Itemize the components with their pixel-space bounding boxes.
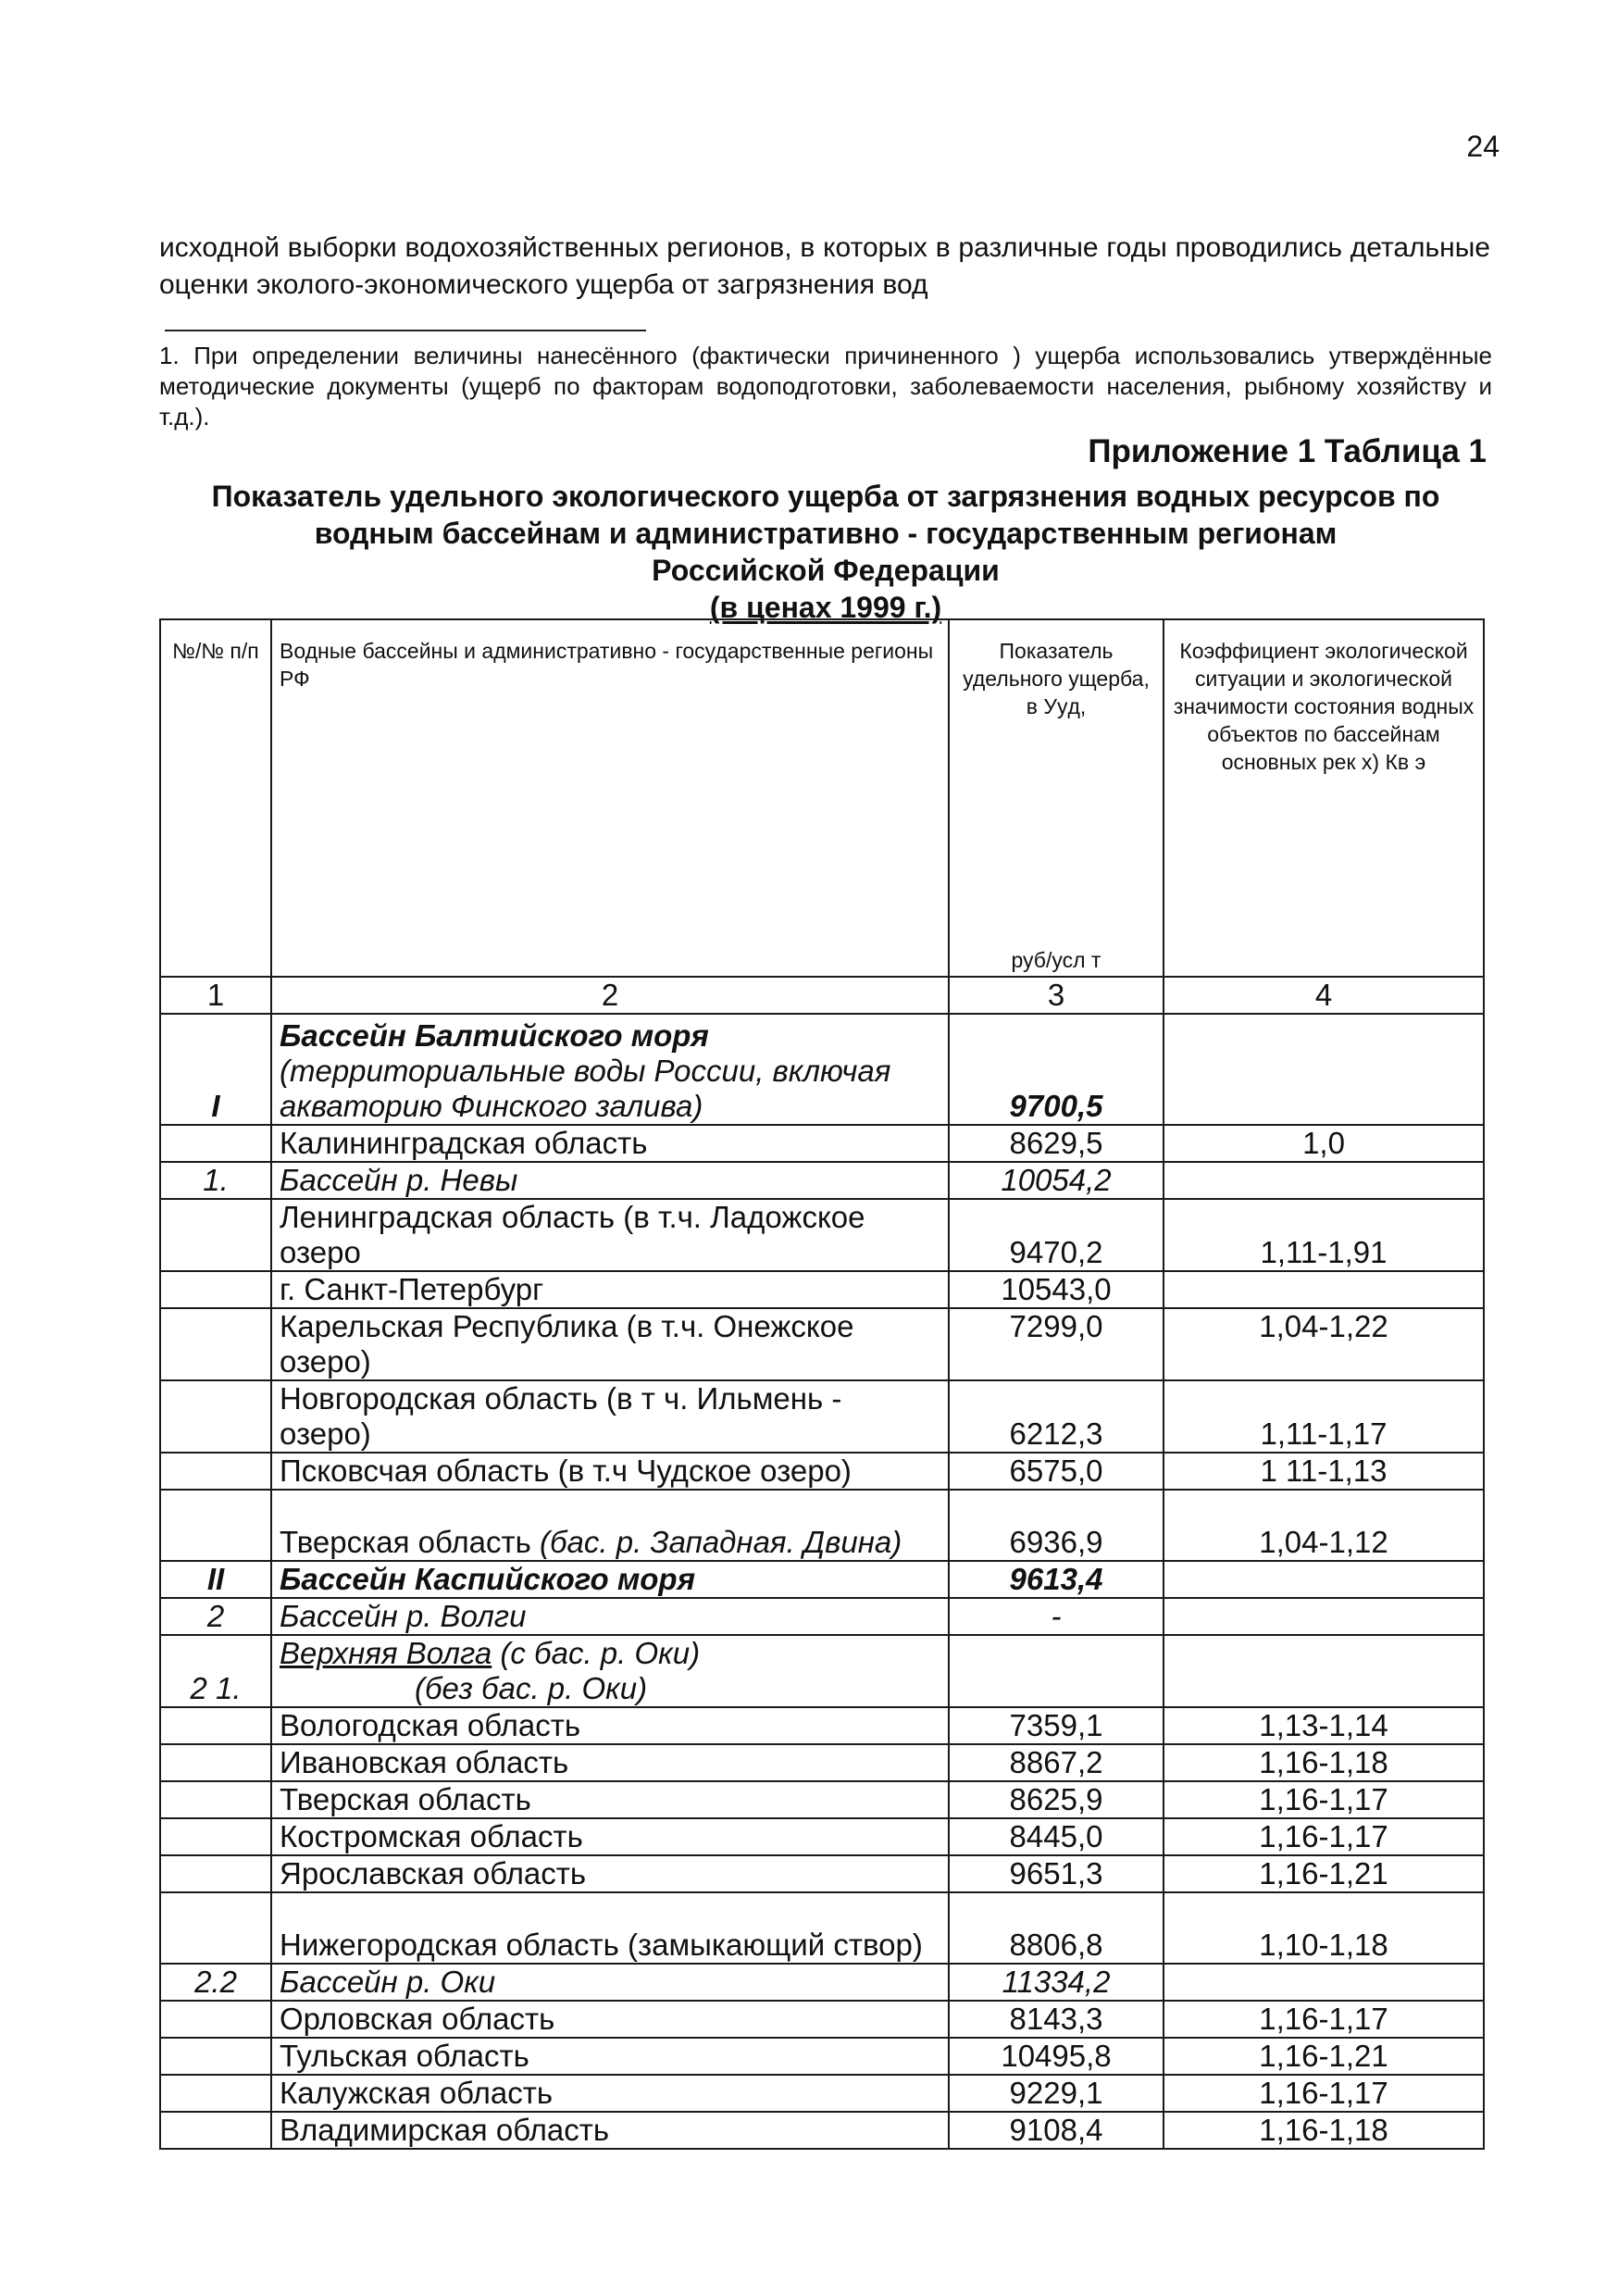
row-region-name: [271, 2038, 949, 2075]
row-damage-value: 9229,1: [949, 2075, 1164, 2112]
table-row: [160, 1453, 1484, 1490]
row-region-name: [271, 1561, 949, 1598]
region-name-note: (с бас. р. Оки): [500, 1636, 701, 1670]
region-name: Карельская Республика (в т.ч. Онежское озеро): [280, 1309, 854, 1379]
row-damage-value: 9613,4: [949, 1561, 1164, 1598]
table-row: [160, 1818, 1484, 1855]
row-damage-value: 10543,0: [949, 1271, 1164, 1308]
row-number: [160, 1125, 271, 1162]
table-row: [160, 1308, 1484, 1380]
row-coefficient: [1164, 1271, 1484, 1308]
row-damage-value: 8629,5: [949, 1125, 1164, 1162]
header-col-damage: [949, 619, 1164, 977]
region-name: Калининградская область: [280, 1126, 648, 1160]
row-number: [160, 2038, 271, 2075]
row-damage-value: 7299,0: [949, 1308, 1164, 1380]
row-number: II: [160, 1561, 271, 1598]
row-coefficient: 1,16-1,17: [1164, 1818, 1484, 1855]
table-row: [160, 2001, 1484, 2038]
row-region-name: [271, 1162, 949, 1199]
table-row: [160, 1125, 1484, 1162]
row-number: [160, 1892, 271, 1964]
row-region-name: [271, 1490, 949, 1561]
row-number: [160, 1380, 271, 1453]
table-row: [160, 1707, 1484, 1744]
table-row: [160, 1380, 1484, 1453]
row-damage-value: 11334,2: [949, 1964, 1164, 2001]
row-region-name: [271, 2075, 949, 2112]
region-name: Бассейн р. Волги: [280, 1599, 527, 1633]
row-coefficient: 1 11-1,13: [1164, 1453, 1484, 1490]
region-name: Тверская область: [280, 1525, 531, 1559]
header-row: [160, 619, 1484, 977]
row-damage-value: 7359,1: [949, 1707, 1164, 1744]
table-row: [160, 1162, 1484, 1199]
row-coefficient: 1,16-1,17: [1164, 2075, 1484, 2112]
row-coefficient: [1164, 1964, 1484, 2001]
row-number: [160, 1453, 271, 1490]
table-row: [160, 2038, 1484, 2075]
region-name-note: (территориальные воды России, включая акваторию Финского залива): [280, 1054, 891, 1123]
row-damage-value: 6936,9: [949, 1490, 1164, 1561]
table-row: [160, 1744, 1484, 1781]
region-name: Владимирская область: [280, 2113, 610, 2147]
damage-table: [159, 618, 1485, 2150]
row-coefficient: 1,16-1,18: [1164, 2112, 1484, 2149]
region-name: Верхняя Волга: [280, 1636, 492, 1670]
row-damage-value: 10495,8: [949, 2038, 1164, 2075]
row-region-name: [271, 1635, 949, 1707]
row-damage-value: 9108,4: [949, 2112, 1164, 2149]
row-region-name: [271, 1744, 949, 1781]
row-coefficient: [1164, 1561, 1484, 1598]
row-region-name: [271, 2001, 949, 2038]
title-line-4: (в ценах 1999 г.): [709, 591, 942, 624]
table-title: [159, 478, 1492, 626]
row-coefficient: 1,16-1,17: [1164, 1781, 1484, 1818]
region-name-note: (бас. р. Западная. Двина): [540, 1525, 902, 1559]
header-col-coefficient: Коэффициент экологической ситуации и экологической значимости состояния водных объектов по бассейнам основных рек х) Кв э: [1164, 619, 1484, 977]
row-number: 2: [160, 1598, 271, 1635]
row-coefficient: [1164, 1635, 1484, 1707]
row-damage-value: 8867,2: [949, 1744, 1164, 1781]
region-name: Вологодская область: [280, 1708, 581, 1742]
column-number: 3: [949, 977, 1164, 1014]
row-coefficient: 1,11-1,91: [1164, 1199, 1484, 1271]
table-row: [160, 1490, 1484, 1561]
row-region-name: [271, 1707, 949, 1744]
header-col-number: №/№ п/п: [160, 619, 271, 977]
row-damage-value: 8445,0: [949, 1818, 1164, 1855]
row-region-name: [271, 1781, 949, 1818]
region-name: Нижегородская область (замыкающий створ): [280, 1928, 923, 1962]
table-row: [160, 1855, 1484, 1892]
row-coefficient: 1,16-1,18: [1164, 1744, 1484, 1781]
row-region-name: [271, 1125, 949, 1162]
row-coefficient: [1164, 1014, 1484, 1125]
row-number: [160, 1744, 271, 1781]
row-region-name: [271, 1308, 949, 1380]
footnote-divider: [165, 330, 646, 331]
region-name: Калужская область: [280, 2076, 554, 2110]
row-region-name: [271, 1855, 949, 1892]
row-region-name: [271, 1598, 949, 1635]
row-region-name: [271, 1199, 949, 1271]
row-damage-value: 8806,8: [949, 1892, 1164, 1964]
region-name: Новгородская область (в т ч. Ильмень - озеро): [280, 1381, 842, 1451]
table-row: [160, 1635, 1484, 1707]
row-damage-value: -: [949, 1598, 1164, 1635]
title-line-3: Российской Федерации: [652, 554, 1000, 587]
row-number: [160, 1308, 271, 1380]
row-coefficient: 1,13-1,14: [1164, 1707, 1484, 1744]
row-number: I: [160, 1014, 271, 1125]
table-row: [160, 1561, 1484, 1598]
row-region-name: [271, 1964, 949, 2001]
region-name: Тверская область: [280, 1782, 531, 1816]
row-damage-value: 10054,2: [949, 1162, 1164, 1199]
page-number: 24: [1466, 130, 1500, 163]
region-name: Ивановская область: [280, 1745, 569, 1779]
column-number: 1: [160, 977, 271, 1014]
row-number: [160, 1818, 271, 1855]
row-damage-value: 8625,9: [949, 1781, 1164, 1818]
footnote: 1. При определении величины нанесённого (фактически причиненного ) ущерба использовались утверждённые методические документы (ущерб по факторам водоподготовки, заболеваемости населения, рыбному хозяйству и т.д.).: [159, 342, 1492, 430]
column-number: 2: [271, 977, 949, 1014]
row-coefficient: 1,16-1,17: [1164, 2001, 1484, 2038]
region-name: Бассейн р. Оки: [280, 1965, 496, 1999]
table-row: [160, 1781, 1484, 1818]
region-name: Орловская область: [280, 2002, 555, 2036]
row-damage-value: 8143,3: [949, 2001, 1164, 2038]
header-col-damage-unit: руб/усл т: [1011, 948, 1101, 972]
row-region-name: [271, 1453, 949, 1490]
region-name: г. Санкт-Петербург: [280, 1272, 544, 1306]
row-damage-value: 6212,3: [949, 1380, 1164, 1453]
row-damage-value: 9651,3: [949, 1855, 1164, 1892]
row-number: 2.2: [160, 1964, 271, 2001]
header-col-region: Водные бассейны и административно - государственные регионы РФ: [271, 619, 949, 977]
table-row: [160, 2075, 1484, 2112]
table-body: [160, 619, 1484, 2149]
row-damage-value: 9700,5: [949, 1014, 1164, 1125]
intro-paragraph: исходной выборки водохозяйственных регионов, в которых в различные годы проводились детальные оценки эколого-экономического ущерба от загрязнения вод: [159, 232, 1490, 300]
row-region-name: [271, 2112, 949, 2149]
row-region-name: [271, 1818, 949, 1855]
row-region-name: [271, 1271, 949, 1308]
title-line-2: водным бассейнам и административно - государственным регионам: [314, 517, 1338, 550]
row-number: [160, 1271, 271, 1308]
row-coefficient: 1,11-1,17: [1164, 1380, 1484, 1453]
row-number: 2 1.: [160, 1635, 271, 1707]
region-name: Ленинградская область (в т.ч. Ладожское озеро: [280, 1200, 865, 1269]
table-row: [160, 1964, 1484, 2001]
region-name: Бассейн р. Невы: [280, 1163, 518, 1197]
region-name: Тульская область: [280, 2039, 529, 2073]
row-damage-value: 9470,2: [949, 1199, 1164, 1271]
table-row: [160, 1199, 1484, 1271]
row-coefficient: [1164, 1598, 1484, 1635]
row-region-name: [271, 1892, 949, 1964]
column-number-row: [160, 977, 1484, 1014]
row-coefficient: 1,10-1,18: [1164, 1892, 1484, 1964]
row-coefficient: 1,04-1,12: [1164, 1490, 1484, 1561]
row-number: [160, 1199, 271, 1271]
table-row: [160, 1014, 1484, 1125]
row-region-name: [271, 1014, 949, 1125]
title-line-1: Показатель удельного экологического ущерба от загрязнения водных ресурсов по: [211, 480, 1440, 513]
region-name: Псковсчая область (в т.ч Чудское озеро): [280, 1454, 852, 1488]
row-coefficient: [1164, 1162, 1484, 1199]
column-number: 4: [1164, 977, 1484, 1014]
row-coefficient: 1,16-1,21: [1164, 1855, 1484, 1892]
region-name: Бассейн Каспийского моря: [280, 1562, 696, 1596]
row-coefficient: 1,0: [1164, 1125, 1484, 1162]
table-row: [160, 2112, 1484, 2149]
row-number: [160, 1855, 271, 1892]
row-number: [160, 2001, 271, 2038]
row-coefficient: 1,16-1,21: [1164, 2038, 1484, 2075]
row-number: 1.: [160, 1162, 271, 1199]
row-number: [160, 1490, 271, 1561]
region-name: Ярославская область: [280, 1856, 587, 1890]
region-name: Костромская область: [280, 1819, 583, 1853]
table-row: [160, 1598, 1484, 1635]
region-name-note: (без бас. р. Оки): [415, 1671, 648, 1705]
row-number: [160, 1707, 271, 1744]
row-number: [160, 2112, 271, 2149]
table-row: [160, 1892, 1484, 1964]
row-number: [160, 1781, 271, 1818]
table-row: [160, 1271, 1484, 1308]
row-coefficient: 1,04-1,22: [1164, 1308, 1484, 1380]
row-damage-value: [949, 1635, 1164, 1707]
row-region-name: [271, 1380, 949, 1453]
header-col-damage-label: Показатель удельного ущерба, в Уyд,: [963, 639, 1150, 718]
row-damage-value: 6575,0: [949, 1453, 1164, 1490]
row-number: [160, 2075, 271, 2112]
region-name: Бассейн Балтийского моря: [280, 1018, 709, 1053]
appendix-label: Приложение 1 Таблица 1: [1088, 433, 1487, 469]
